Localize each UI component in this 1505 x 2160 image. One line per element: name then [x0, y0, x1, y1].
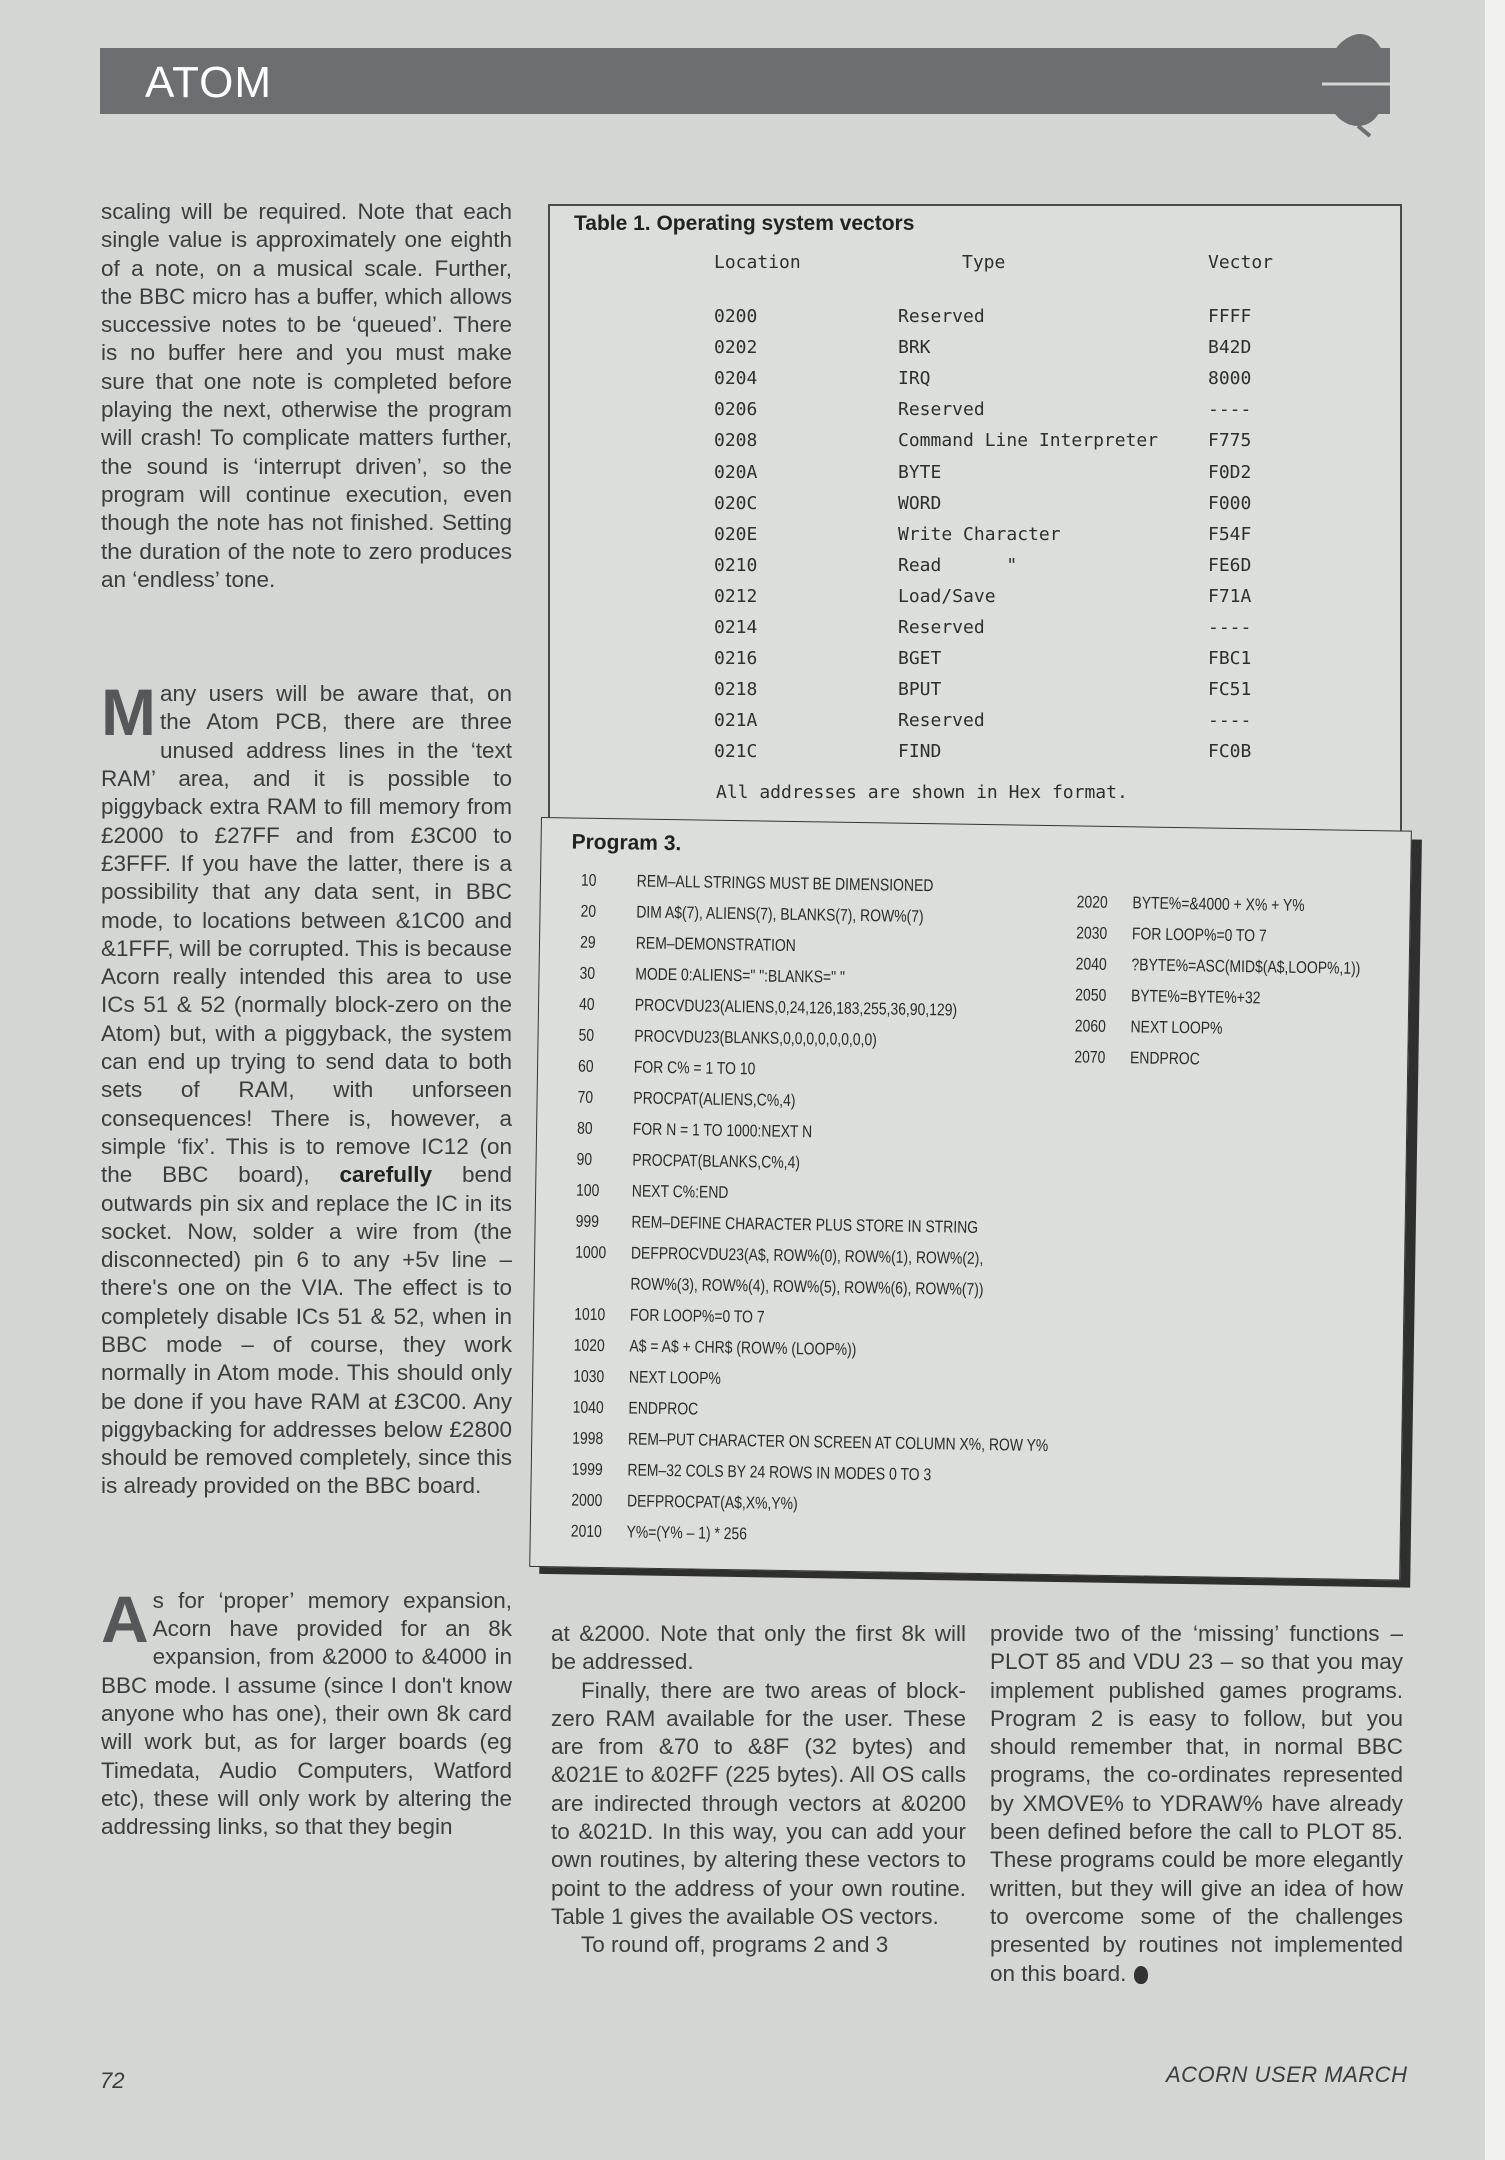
table-cell: 8000: [1208, 368, 1252, 390]
paragraph: provide two of the ‘missing’ functions – PLOT 85 and VDU 23 – so that you may implement published games programs. Program 2 is easy to follow, but you should remember that, in normal BBC programs, the co-ordinates represented by XMOVE% to YDRAW% have already been defined before the call to PLOT 85. These programs could be more elegantly written, but they will give an idea of how to overcome some of the challenges presented by routines not implemented on this board.: [990, 1621, 1403, 1986]
code-line: [577, 1088, 795, 1111]
column-2: [551, 1620, 966, 1960]
page-edge: [1485, 0, 1505, 2160]
table-cell: Reserved: [898, 306, 985, 327]
table-cell: Read ": [898, 554, 1018, 576]
code-text: NEXT LOOP%: [628, 1367, 722, 1388]
line-number: 1000: [575, 1242, 607, 1263]
code-text: PROCVDU23(ALIENS,0,24,126,183,255,36,90,129): [634, 995, 958, 1020]
code-text: ENDPROC: [628, 1398, 699, 1419]
code-text: REM–PUT CHARACTER ON SCREEN AT COLUMN X%, ROW Y%: [627, 1429, 1049, 1456]
table-row: [550, 399, 1400, 429]
paragraph: To round off, programs 2 and 3: [581, 1932, 889, 1958]
table-header: Vector: [1208, 252, 1274, 273]
table-header: Type: [962, 252, 1006, 273]
table-operating-system-vectors: [548, 204, 1402, 836]
code-text: REM–DEFINE CHARACTER PLUS STORE IN STRING: [631, 1212, 979, 1237]
code-line: [575, 1243, 983, 1269]
code-text: REM–ALL STRINGS MUST BE DIMENSIONED: [636, 871, 934, 896]
table-cell: Write Character: [898, 523, 1061, 545]
code-line: [579, 964, 845, 988]
table-cell: 0210: [714, 554, 758, 576]
code-text: A$ = A$ + CHR$ (ROW% (LOOP%)): [629, 1336, 857, 1360]
table-cell: Reserved: [898, 617, 985, 638]
table-row: [550, 710, 1400, 740]
line-number: [575, 1289, 631, 1290]
code-text: PROCVDU23(BLANKS,0,0,0,0,0,0,0,0): [634, 1026, 877, 1050]
code-text: PROCPAT(BLANKS,C%,4): [632, 1150, 801, 1173]
table-cell: BGET: [898, 648, 942, 670]
drop-cap: M: [101, 675, 156, 750]
table-cell: 0214: [714, 617, 758, 638]
code-text: REM–DEMONSTRATION: [635, 933, 796, 956]
table-row: [550, 430, 1400, 460]
code-line: [579, 995, 957, 1021]
table-cell: 0200: [714, 306, 758, 327]
publication-footer: ACORN USER MARCH: [1166, 2062, 1408, 2087]
code-line: [1076, 923, 1267, 946]
table-header: Location: [714, 252, 801, 273]
column-1: [101, 198, 512, 1841]
table-cell: BYTE: [898, 461, 942, 483]
code-text: DEFPROCPAT(A$,X%,Y%): [626, 1491, 798, 1514]
table-cell: IRQ: [898, 368, 931, 390]
code-line: [571, 1491, 798, 1515]
table-row: [550, 586, 1400, 616]
table-cell: 0212: [714, 585, 758, 607]
code-line: [581, 871, 934, 897]
line-number: 70: [577, 1087, 594, 1107]
section-header: [100, 48, 1390, 114]
table-cell: ----: [1208, 617, 1252, 638]
table-cell: FE6D: [1208, 554, 1252, 576]
table-cell: FC51: [1208, 679, 1252, 701]
table-note: All addresses are shown in Hex format.: [716, 782, 1128, 803]
code-text: ROW%(3), ROW%(4), ROW%(5), ROW%(6), ROW%(7)): [630, 1274, 984, 1300]
code-text: ENDPROC: [1129, 1048, 1200, 1069]
table-cell: Reserved: [898, 399, 985, 421]
line-number: 2060: [1074, 1016, 1106, 1036]
code-line: [574, 1336, 857, 1360]
table-cell: FFFF: [1208, 306, 1252, 327]
table-row: [550, 648, 1400, 678]
table-cell: 020A: [714, 461, 758, 483]
code-text: DEFPROCVDU23(A$, ROW%(0), ROW%(1), ROW%(2),: [630, 1243, 984, 1269]
table-cell: 020E: [714, 523, 758, 545]
table-cell: 0206: [714, 399, 758, 421]
line-number: 10: [580, 870, 597, 890]
emphasis: carefully: [339, 1162, 433, 1188]
code-line: [1075, 985, 1260, 1008]
code-text: NEXT C%:END: [631, 1181, 729, 1202]
table-row: [550, 306, 1400, 336]
line-number: 2000: [571, 1490, 603, 1511]
line-number: 100: [575, 1180, 600, 1200]
code-line: [1077, 892, 1305, 916]
table-cell: F0D2: [1208, 461, 1252, 483]
line-number: 2030: [1076, 923, 1108, 943]
code-line: [575, 1274, 984, 1300]
line-number: 90: [576, 1149, 593, 1169]
line-number: 2050: [1075, 985, 1107, 1005]
table-title: Table 1. Operating system vectors: [574, 212, 915, 235]
table-row: [550, 462, 1400, 492]
code-text: Y%=(Y% – 1) * 256: [626, 1522, 748, 1544]
table-cell: 0202: [714, 337, 758, 359]
code-text: ?BYTE%=ASC(MID$(A$,LOOP%,1)): [1131, 955, 1361, 978]
end-mark-icon: [1134, 1966, 1148, 1984]
table-cell: Reserved: [898, 710, 985, 732]
table-row: [550, 679, 1400, 709]
line-number: 1999: [571, 1459, 603, 1480]
line-number: 1040: [572, 1397, 604, 1418]
table-cell: Load/Save: [898, 585, 996, 607]
table-row: [550, 617, 1400, 647]
table-cell: 0208: [714, 430, 758, 452]
table-cell: 0216: [714, 648, 758, 670]
code-text: DIM A$(7), ALIENS(7), BLANKS(7), ROW%(7): [636, 902, 924, 927]
line-number: 1998: [572, 1428, 604, 1449]
line-number: 1030: [573, 1366, 605, 1387]
code-line: [571, 1522, 748, 1545]
code-text: NEXT LOOP%: [1130, 1017, 1223, 1038]
table-cell: BPUT: [898, 679, 942, 701]
line-number: 999: [575, 1211, 600, 1231]
table-row: [550, 555, 1400, 585]
section-title: ATOM: [145, 58, 273, 107]
table-cell: WORD: [898, 492, 942, 514]
paragraph: scaling will be required. Note that each single value is approximately one eighth of a note, on a musical scale. Further, the BBC micro has a buffer, which allows successive notes to be ‘queued’. There is no buffer here and you must make sure that one note is completed before playing the next, otherwise the program will crash! To complicate matters further, the sound is ‘interrupt driven’, so the program will continue execution, even though the note has not finished. Setting the duration of the note to zero produces an ‘endless’ tone.: [101, 199, 512, 592]
code-line: [574, 1305, 765, 1328]
code-line: [573, 1398, 699, 1420]
code-text: FOR C% = 1 TO 10: [633, 1057, 756, 1079]
table-row: [550, 524, 1400, 554]
paragraph: Many users will be aware that, on the Atom PCB, there are three unused address lines in the ‘text RAM’ area, and it is possible to piggyback extra RAM to fill memory from £2000 to £27FF and from £3C00 to £3FFF. If you have the latter, there is a possibility that any data sent, in BBC mode, to locations between &1C00 and &1FFF, will be corrupted. This is because Acorn really intended this area to use ICs 51 & 52 (normally block-zero on the Atom) but, with a piggyback, the system can end up trying to send data to both sets of RAM, with unforseen consequences! There is, however, a simple ‘fix’. This is to remove IC12 (on the BBC board), carefully bend outwards pin six and replace the IC in its socket. Now, solder a wire from (the disconnected) pin 6 to any +5v line – there's one on the VIA. The effect is to completely disable ICs 51 & 52, when in BBC mode – of course, they work normally in Atom mode. This should only be done if you have RAM at £3C00. Any piggybacking for addresses below £2800 should be removed completely, since this is already provided on the BBC board.: [101, 675, 513, 1499]
table-cell: ----: [1208, 399, 1252, 421]
table-cell: Command Line Interpreter: [898, 430, 1159, 452]
code-line: [577, 1119, 812, 1143]
code-line: [576, 1150, 800, 1174]
code-line: [1074, 1047, 1200, 1069]
table-row: [550, 741, 1400, 771]
page-number: 72: [100, 2068, 125, 2093]
table-row: [550, 493, 1400, 523]
line-number: 40: [578, 994, 595, 1014]
table-cell: F54F: [1208, 523, 1252, 545]
table-cell: F71A: [1208, 585, 1252, 607]
paragraph: As for ‘proper’ memory expansion, Acorn have provided for an 8k expansion, from &2000 to &4000 in BBC mode. I assume (since I don't know anyone who has one), their own 8k card will work but, as for larger boards (eg Timedata, Audio Computers, Watford etc), these will only work by altering the addressing links, so that they begin: [101, 1581, 512, 1840]
code-line: [576, 1181, 729, 1203]
line-number: 29: [579, 932, 596, 952]
column-3: [990, 1620, 1403, 1988]
line-number: 2070: [1074, 1047, 1106, 1067]
code-text: FOR LOOP%=0 TO 7: [1131, 924, 1267, 946]
line-number: 30: [579, 963, 596, 983]
code-line: [573, 1367, 721, 1389]
line-number: 50: [578, 1025, 595, 1045]
table-cell: FBC1: [1208, 648, 1252, 670]
table-cell: BRK: [898, 337, 931, 359]
table-cell: FIND: [898, 741, 942, 763]
paragraph: Finally, there are two areas of block-zero RAM available for the user. These are from &70 to &8F (32 bytes) and &021E to &02FF (225 bytes). All OS calls are indirected through vectors at &0200 to &021D. In this way, you can add your own routines, by altering these vectors to point to the address of your own routine. Table 1 gives the available OS vectors.: [551, 1677, 966, 1929]
line-number: 1020: [573, 1335, 605, 1356]
line-number: 20: [580, 901, 597, 921]
table-row: [550, 368, 1400, 398]
table-cell: F775: [1208, 430, 1252, 452]
program-listing: [529, 817, 1412, 1581]
line-number: 2020: [1076, 892, 1108, 912]
drop-cap: A: [101, 1581, 149, 1656]
acorn-logo-icon: [1318, 30, 1394, 138]
code-line: [575, 1212, 978, 1238]
code-line: [580, 902, 923, 927]
code-text: BYTE%=&4000 + X% + Y%: [1132, 893, 1305, 916]
table-cell: FC0B: [1208, 741, 1252, 763]
code-line: [1075, 1016, 1223, 1038]
paragraph: at &2000. Note that only the first 8k will be addressed.: [551, 1621, 966, 1675]
code-line: [580, 933, 796, 956]
line-number: 2040: [1075, 954, 1107, 974]
table-cell: 0218: [714, 679, 758, 701]
code-line: [1076, 954, 1361, 978]
code-text: REM–32 COLS BY 24 ROWS IN MODES 0 TO 3: [627, 1460, 932, 1485]
code-text: FOR LOOP%=0 TO 7: [629, 1305, 765, 1327]
code-line: [578, 1057, 756, 1080]
table-cell: 021A: [714, 710, 758, 732]
table-cell: 021C: [714, 741, 758, 763]
table-cell: ----: [1208, 710, 1252, 732]
line-number: 60: [577, 1056, 594, 1076]
table-cell: 0204: [714, 368, 758, 390]
table-cell: F000: [1208, 492, 1252, 514]
line-number: 1010: [574, 1304, 606, 1325]
line-number: 80: [576, 1118, 593, 1138]
code-text: BYTE%=BYTE%+32: [1130, 986, 1261, 1008]
code-line: [578, 1026, 877, 1051]
code-text: PROCPAT(ALIENS,C%,4): [633, 1088, 796, 1111]
table-cell: B42D: [1208, 337, 1252, 359]
table-row: [550, 337, 1400, 367]
table-cell: 020C: [714, 492, 758, 514]
line-number: 2010: [570, 1521, 602, 1542]
code-text: MODE 0:ALIENS=" ":BLANKS=" ": [635, 964, 846, 987]
code-text: FOR N = 1 TO 1000:NEXT N: [632, 1119, 813, 1142]
code-line: [572, 1460, 932, 1486]
code-line: [572, 1429, 1048, 1456]
program-title: Program 3.: [571, 830, 682, 856]
